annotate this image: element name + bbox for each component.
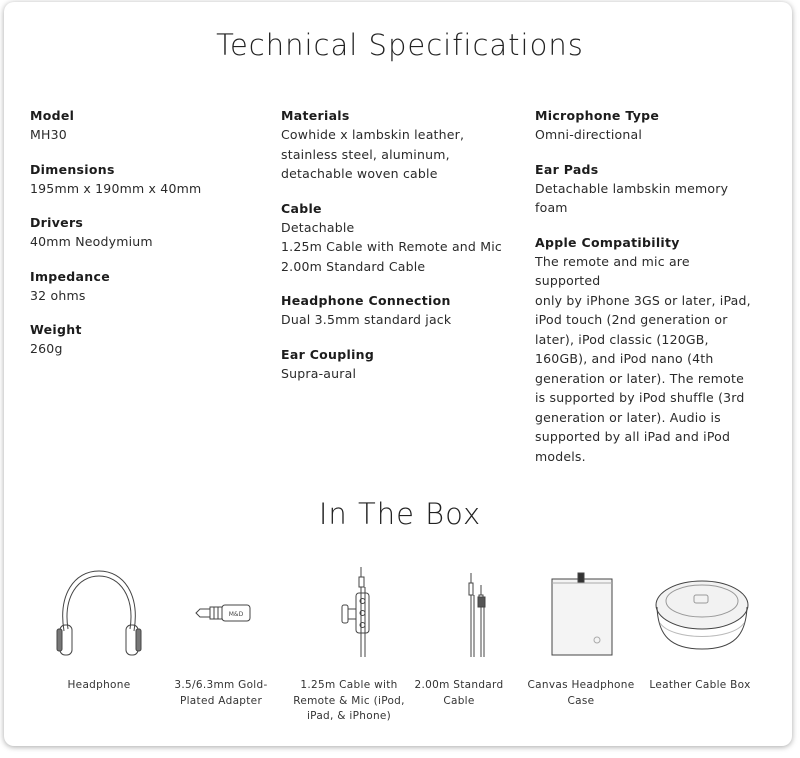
spec-value: Cowhide x lambskin leather, stainless steel, aluminum, detachable woven cable (281, 127, 465, 181)
box-item-label: 2.00m Standard Cable (414, 679, 504, 707)
adapter-brand-mark: M&D (228, 611, 244, 618)
spec-label: Microphone Type (535, 108, 660, 123)
spec-label: Cable (281, 200, 322, 216)
spec-value: Supra-aural (281, 365, 357, 381)
spec-ear-coupling (281, 346, 511, 384)
spec-label: Model (30, 108, 75, 123)
specs-title: Technical Specifications (216, 28, 584, 62)
spec-materials (281, 107, 511, 184)
spec-label: Ear Pads (535, 161, 599, 177)
box-item-label: 1.25m Cable with Remote & Mic (iPod, iPad, & iPhone) (293, 679, 405, 722)
in-the-box-title: In The Box (318, 497, 482, 531)
headphone-icon (54, 565, 144, 660)
spec-label: Materials (281, 108, 350, 123)
spec-drivers (30, 214, 260, 252)
spec-dimensions (30, 161, 260, 199)
spec-value: Detachable lambskin memory foam (535, 180, 729, 215)
spec-label: Headphone Connection (281, 293, 451, 308)
spec-headphone-connection (281, 292, 511, 330)
spec-label: Apple Compatibility (535, 234, 680, 250)
spec-label: Drivers (30, 215, 84, 230)
box-item-label: Headphone (67, 679, 131, 691)
spec-value: Detachable 1.25m Cable with Remote and Mic 2.00m Standard Cable (281, 219, 502, 274)
spec-value: 260g (30, 341, 63, 356)
spec-column-1 (30, 107, 260, 375)
spec-label: Weight (30, 322, 82, 337)
spec-weight (30, 321, 260, 359)
spec-column-3 (535, 107, 757, 482)
spec-impedance (30, 268, 260, 306)
box-item-leather-box (640, 565, 764, 660)
spec-ear-pads (535, 161, 757, 218)
adapter-icon (176, 565, 266, 660)
box-item-standard-cable (397, 565, 521, 660)
spec-value: MH30 (30, 127, 67, 142)
box-item-headphone (37, 565, 161, 660)
box-item-adapter (159, 565, 283, 660)
box-item-remote-cable (287, 565, 411, 660)
spec-value: Dual 3.5mm standard jack (281, 312, 452, 327)
spec-cable (281, 200, 511, 277)
box-item-canvas-case (519, 565, 643, 660)
remote-cable-icon (304, 565, 394, 660)
box-item-label: 3.5/6.3mm Gold- Plated Adapter (174, 679, 268, 707)
box-item-label: Canvas Headphone Case (527, 679, 635, 707)
spec-label: Ear Coupling (281, 346, 375, 362)
spec-value: The remote and mic are supported only by iPhone 3GS or later, iPad, iPod touch (2nd generation or later), iPod classic (120GB, 160GB), and iPod nano (4th generation or later). The remote is supported by iPod shuffle (3rd generation or later). Audio is supported by all iPad and iPod models. (535, 253, 751, 464)
leather-box-icon (652, 565, 752, 660)
canvas-case-icon (536, 565, 626, 660)
spec-label: Dimensions (30, 161, 115, 177)
spec-value: Omni-directional (535, 127, 643, 142)
spec-value: 195mm x 190mm x 40mm (30, 180, 202, 196)
box-item-label: Leather Cable Box (649, 679, 751, 691)
spec-microphone-type (535, 107, 757, 145)
spec-apple-compatibility (535, 234, 757, 467)
spec-value: 32 ohms (30, 287, 86, 303)
spec-value: 40mm Neodymium (30, 234, 153, 249)
spec-column-2 (281, 107, 511, 399)
spec-label: Impedance (30, 268, 110, 284)
spec-model (30, 107, 260, 145)
standard-cable-icon (414, 565, 504, 660)
